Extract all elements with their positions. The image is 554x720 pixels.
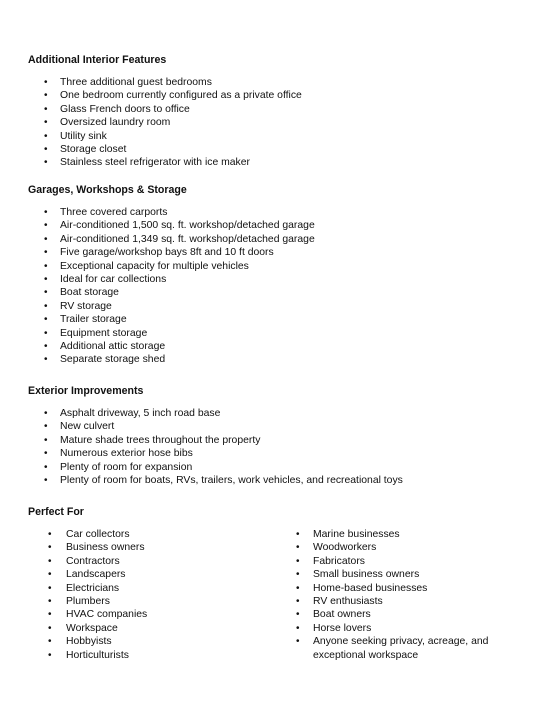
list-item: • Contractors [48, 555, 120, 567]
two-column-list [28, 528, 528, 662]
bullet-icon: • [44, 408, 48, 419]
list-item: • Five garage/workshop bays 8ft and 10 ft doors [44, 247, 274, 259]
list-item: • Utility sink [44, 130, 107, 142]
list-item: • Electricians [48, 582, 120, 594]
list-item: • Stainless steel refrigerator with ice maker [44, 157, 250, 169]
list-item: • Plenty of room for expansion [44, 461, 193, 473]
bullet-icon: • [44, 300, 48, 312]
section-heading: Exterior Improvements [28, 385, 144, 397]
bullet-icon: • [44, 434, 48, 446]
bullet-icon: • [44, 475, 48, 487]
bullet-icon: • [48, 596, 52, 608]
list-item: • RV storage [44, 300, 112, 312]
list-item: • Marine businesses [296, 529, 400, 540]
list-item: • Equipment storage [44, 327, 148, 339]
list-item: • Three covered carports [44, 207, 168, 218]
list-item: • Glass French doors to office [44, 103, 190, 115]
bullet-icon: • [44, 157, 48, 169]
section-perfect-for [28, 506, 528, 662]
list-item: • Mature shade trees throughout the property [44, 434, 261, 446]
bullet-icon: • [296, 555, 300, 567]
bullet-icon: • [44, 341, 48, 353]
bullet-list-left [28, 528, 296, 662]
list-item: • Air-conditioned 1,349 sq. ft. workshop/detached garage [44, 233, 315, 245]
bullet-icon: • [48, 582, 52, 594]
list-item: • Fabricators [296, 555, 365, 567]
list-item: • RV enthusiasts [296, 596, 383, 608]
list-item: • Asphalt driveway, 5 inch road base [44, 408, 221, 419]
bullet-icon: • [44, 117, 48, 129]
list-item: • Oversized laundry room [44, 117, 171, 129]
list-item: • Additional attic storage [44, 341, 166, 353]
list-item: • Hobbyists [48, 636, 112, 648]
bullet-list-right [296, 528, 502, 662]
bullet-list [28, 76, 528, 170]
list-item: • Small business owners [296, 569, 420, 581]
list-item: • Storage closet [44, 144, 127, 156]
bullet-list [28, 407, 528, 487]
list-item: • Boat owners [296, 609, 371, 621]
list-item: • Plenty of room for boats, RVs, trailers, work vehicles, and recreational toys [44, 475, 403, 487]
bullet-icon: • [296, 529, 300, 540]
bullet-icon: • [44, 260, 48, 272]
list-item: • Horse lovers [296, 622, 372, 634]
bullet-icon: • [44, 247, 48, 259]
bullet-icon: • [44, 448, 48, 460]
bullet-icon: • [44, 287, 48, 299]
bullet-icon: • [44, 354, 48, 366]
bullet-icon: • [44, 144, 48, 156]
bullet-icon: • [48, 529, 52, 540]
list-item: • Plumbers [48, 596, 110, 608]
section-interior [28, 54, 528, 170]
list-item: • Separate storage shed [44, 354, 166, 366]
list-item: • Business owners [48, 542, 145, 554]
list-item: • Trailer storage [44, 314, 127, 326]
list-item: • Ideal for car collections [44, 274, 167, 286]
bullet-icon: • [296, 636, 300, 648]
bullet-icon: • [44, 314, 48, 326]
bullet-icon: • [48, 569, 52, 581]
bullet-icon: • [296, 596, 300, 608]
bullet-icon: • [48, 636, 52, 648]
list-item: • Home-based businesses [296, 582, 428, 594]
bullet-icon: • [296, 542, 300, 554]
bullet-icon: • [44, 103, 48, 115]
list-item: • Anyone seeking privacy, acreage, and exceptional workspace [296, 636, 489, 661]
list-item: • Woodworkers [296, 542, 377, 554]
bullet-icon: • [48, 542, 52, 554]
bullet-icon: • [44, 130, 48, 142]
list-item: • HVAC companies [48, 609, 148, 621]
list-item: • Boat storage [44, 287, 119, 299]
list-item: • Air-conditioned 1,500 sq. ft. workshop/detached garage [44, 220, 315, 232]
bullet-icon: • [296, 569, 300, 581]
list-item: • Exceptional capacity for multiple vehicles [44, 260, 249, 272]
bullet-icon: • [44, 461, 48, 473]
bullet-icon: • [44, 77, 48, 88]
list-item: • New culvert [44, 421, 115, 433]
bullet-icon: • [44, 421, 48, 433]
list-item: • Workspace [48, 622, 118, 634]
list-item: • Numerous exterior hose bibs [44, 448, 193, 460]
bullet-icon: • [44, 220, 48, 232]
bullet-icon: • [44, 274, 48, 286]
bullet-icon: • [296, 622, 300, 634]
bullet-icon: • [44, 233, 48, 245]
bullet-icon: • [44, 207, 48, 218]
bullet-icon: • [296, 582, 300, 594]
list-item: • Car collectors [48, 529, 130, 540]
bullet-icon: • [44, 327, 48, 339]
list-item: • Landscapers [48, 569, 126, 581]
bullet-icon: • [48, 555, 52, 567]
list-item: • Horticulturists [48, 649, 129, 661]
bullet-icon: • [48, 609, 52, 621]
list-item: • Three additional guest bedrooms [44, 77, 212, 88]
bullet-icon: • [44, 90, 48, 102]
bullet-icon: • [48, 649, 52, 661]
bullet-icon: • [296, 609, 300, 621]
bullet-icon: • [48, 622, 52, 634]
section-exterior [28, 385, 528, 487]
bullet-list [28, 206, 528, 367]
section-heading: Perfect For [28, 506, 84, 518]
section-heading: Garages, Workshops & Storage [28, 184, 187, 196]
list-item: • One bedroom currently configured as a private office [44, 90, 302, 102]
section-garages [28, 184, 528, 367]
section-heading: Additional Interior Features [28, 54, 167, 66]
